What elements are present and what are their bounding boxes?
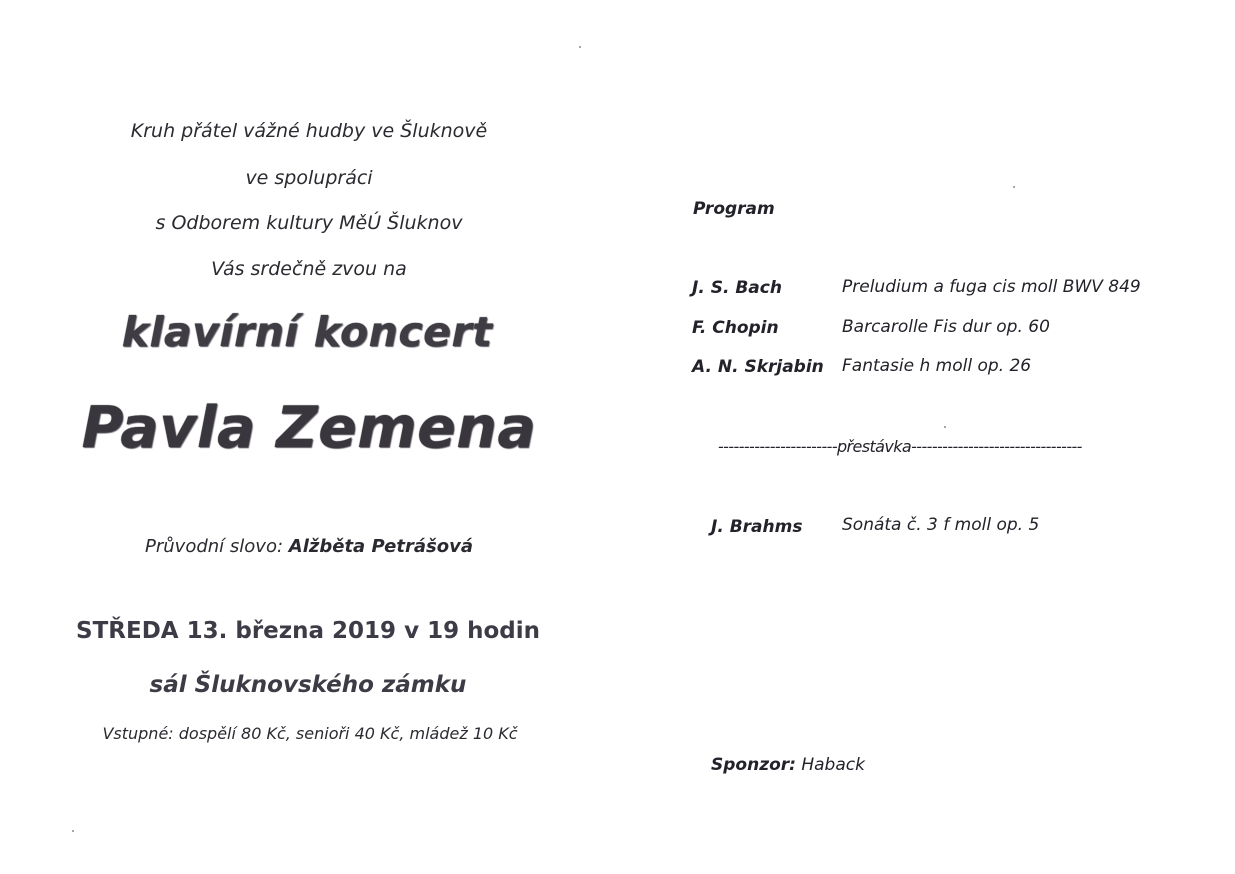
partner-line: s Odborem kultury MěÚ Šluknov bbox=[155, 212, 463, 234]
event-date: STŘEDA 13. března 2019 v 19 hodin bbox=[76, 618, 540, 644]
event-type-heading: klavírní koncert bbox=[121, 308, 493, 356]
organizer-line: Kruh přátel vážné hudby ve Šluknově bbox=[130, 120, 488, 142]
program-heading: Program bbox=[693, 199, 775, 219]
cooperation-line: ve spolupráci bbox=[245, 167, 373, 189]
program-piece: Fantasie h moll op. 26 bbox=[842, 356, 1032, 376]
program-composer: J. S. Bach bbox=[692, 278, 782, 298]
moderator-line bbox=[145, 536, 473, 557]
sponsor-line bbox=[711, 755, 865, 775]
program-piece: Preludium a fuga cis moll BWV 849 bbox=[842, 277, 1141, 297]
sponsor-label: Sponzor: bbox=[711, 755, 796, 775]
sponsor-name: Haback bbox=[801, 755, 865, 775]
admission-prices: Vstupné: dospělí 80 Kč, senioři 40 Kč, mládež 10 Kč bbox=[102, 724, 518, 743]
event-venue: sál Šluknovského zámku bbox=[149, 672, 467, 698]
moderator-name: Alžběta Petrášová bbox=[288, 536, 473, 557]
invite-line: Vás srdečně zvou na bbox=[211, 258, 407, 280]
program-piece: Sonáta č. 3 f moll op. 5 bbox=[842, 515, 1040, 535]
scan-speck bbox=[1013, 186, 1015, 188]
moderator-label: Průvodní slovo: bbox=[145, 536, 284, 557]
intermission-divider: -----------------------přestávka--------------------------------- bbox=[718, 437, 1082, 456]
program-composer: A. N. Skrjabin bbox=[692, 357, 824, 377]
program-composer: J. Brahms bbox=[711, 517, 803, 537]
program-composer: F. Chopin bbox=[692, 318, 779, 338]
performer-name: Pavla Zemena bbox=[81, 395, 537, 461]
program-piece: Barcarolle Fis dur op. 60 bbox=[842, 317, 1050, 337]
scan-speck bbox=[944, 426, 946, 428]
scan-speck bbox=[72, 830, 74, 832]
scan-speck bbox=[579, 46, 581, 48]
